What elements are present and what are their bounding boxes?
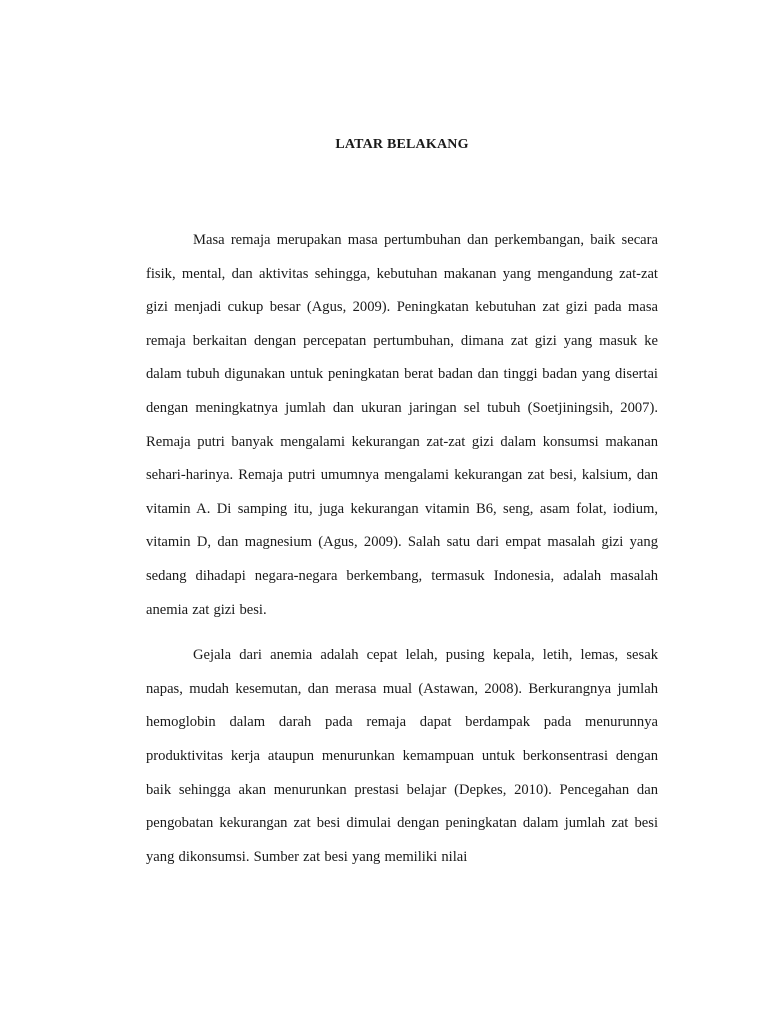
page-title: LATAR BELAKANG — [335, 137, 469, 152]
paragraph-1: Masa remaja merupakan masa pertumbuhan dan perkembangan, baik secara fisik, mental, dan aktivitas sehingga, kebutuhan makanan yang mengandung zat-zat gizi menjadi cukup besar (Agus, 2009). Peningkatan kebutuhan zat gizi pada masa remaja berkaitan dengan percepatan pertumbuhan, dimana zat gizi yang masuk ke dalam tubuh digunakan untuk peningkatan berat badan dan tinggi badan yang disertai dengan meningkatnya jumlah dan ukuran jaringan sel tubuh (Soetjiningsih, 2007). Remaja putri banyak mengalami kekurangan zat-zat gizi dalam konsumsi makanan sehari-harinya. Remaja putri umumnya mengalami kekurangan zat besi, kalsium, dan vitamin A. Di samping itu, juga kekurangan vitamin B6, seng, asam folat, iodium, vitamin D, dan magnesium (Agus, 2009). Salah satu dari empat masalah gizi yang sedang dihadapi negara-negara berkembang, termasuk Indonesia, adalah masalah anemia zat gizi besi. — [146, 232, 658, 618]
paragraph-2: Gejala dari anemia adalah cepat lelah, pusing kepala, letih, lemas, sesak napas, mudah kesemutan, dan merasa mual (Astawan, 2008). Berkurangnya jumlah hemoglobin dalam darah pada remaja dapat berdampak pada menurunnya produktivitas kerja ataupun menurunkan kemampuan untuk berkonsentrasi dengan baik sehingga akan menurunkan prestasi belajar (Depkes, 2010). Pencegahan dan pengobatan kekurangan zat besi dimulai dengan peningkatan dalam jumlah zat besi yang dikonsumsi. Sumber zat besi yang memiliki nilai — [146, 647, 658, 865]
document-body — [146, 224, 658, 874]
